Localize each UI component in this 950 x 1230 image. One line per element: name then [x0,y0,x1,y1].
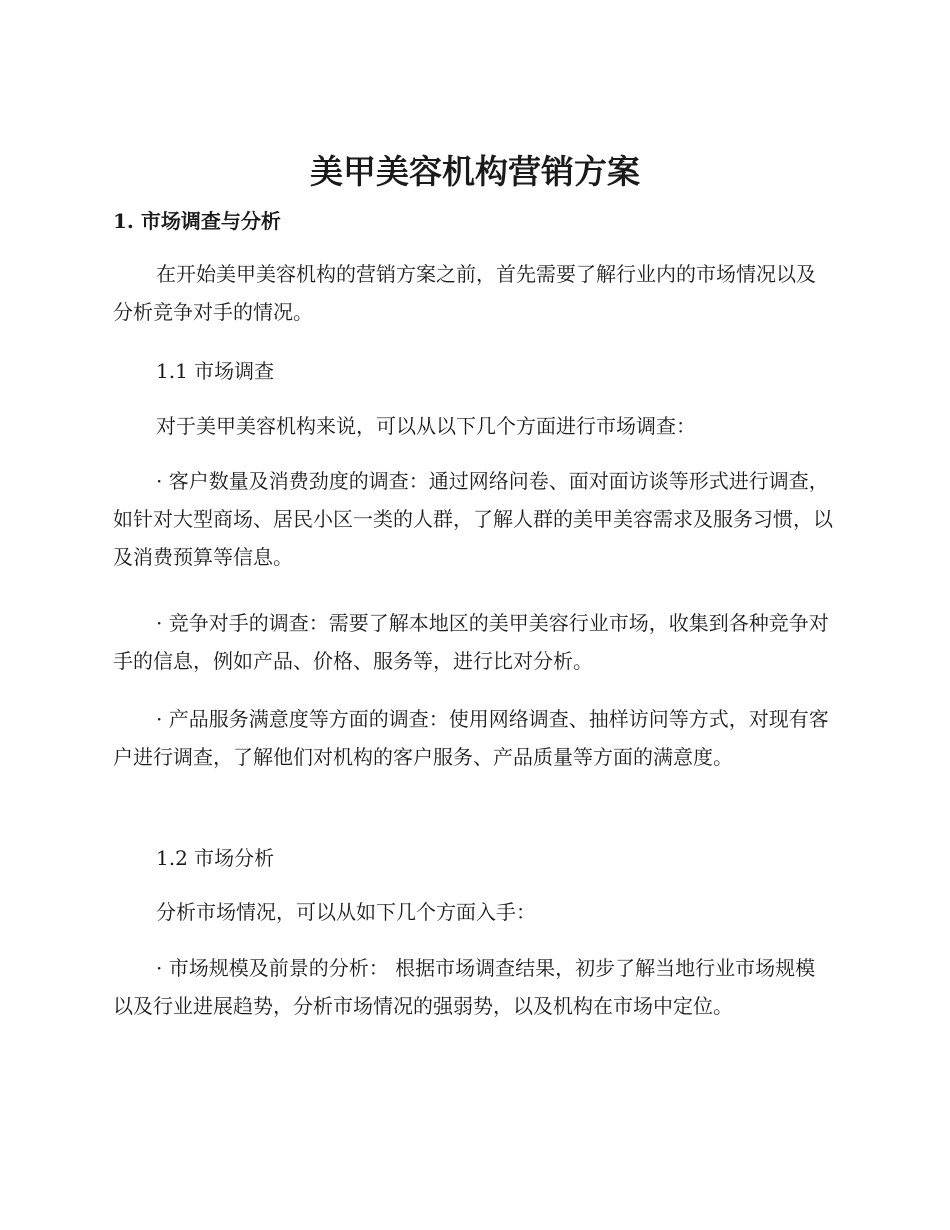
subsection-heading-market-analysis: 1.2 市场分析 [156,846,275,870]
market-analysis-intro-paragraph: 分析市场情况，可以从如下几个方面入手： [156,900,536,924]
section-intro-paragraph: 在开始美甲美容机构的营销方案之前，首先需要了解行业内的市场情况以及分析竞争对手的情况。 [113,262,816,324]
bullet-competitor-survey: · 竞争对手的调查：需要了解本地区的美甲美容行业市场，收集到各种竞争对手的信息，例如产品、价格、服务等，进行比对分析。 [113,611,829,673]
document-title: 美甲美容机构营销方案 [310,152,640,191]
section-heading-market-research-analysis: 1. 市场调查与分析 [113,209,281,233]
subsection-heading-market-research: 1.1 市场调查 [156,359,275,383]
bullet-satisfaction-survey: · 产品服务满意度等方面的调查：使用网络调查、抽样访问等方式，对现有客户进行调查，了解他们对机构的客户服务、产品质量等方面的满意度。 [113,707,829,769]
bullet-customer-survey: · 客户数量及消费劲度的调查：通过网络问卷、面对面访谈等形式进行调查，如针对大型商场、居民小区一类的人群，了解人群的美甲美容需求及服务习惯，以及消费预算等信息。 [113,469,833,569]
bullet-market-scale-analysis: · 市场规模及前景的分析： 根据市场调查结果，初步了解当地行业市场规模以及行业进展趋势，分析市场情况的强弱势，以及机构在市场中定位。 [113,956,816,1018]
market-research-intro-paragraph: 对于美甲美容机构来说，可以从以下几个方面进行市场调查： [156,414,696,438]
